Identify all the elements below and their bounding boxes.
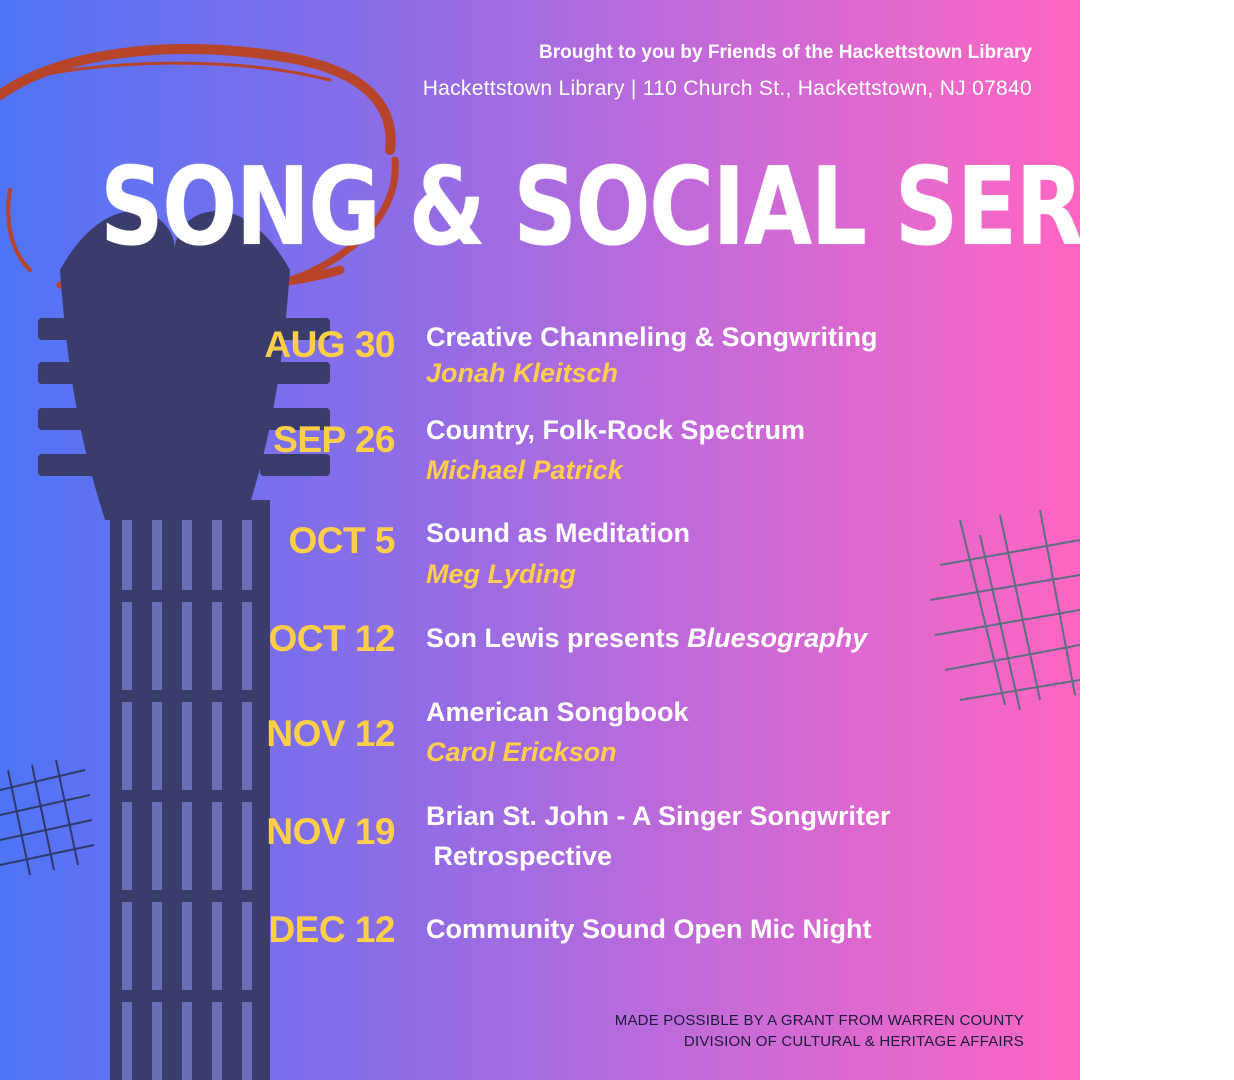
event-date: NOV 12 bbox=[266, 713, 395, 754]
event-title-line2: Retrospective bbox=[426, 841, 613, 871]
event-date: SEP 26 bbox=[273, 419, 395, 460]
event-date: AUG 30 bbox=[264, 324, 395, 365]
event-performer: Jonah Kleitsch bbox=[426, 358, 619, 388]
event-title: Country, Folk-Rock Spectrum bbox=[426, 415, 806, 445]
grid-pattern-left bbox=[0, 760, 94, 875]
event-title bbox=[426, 620, 867, 656]
grid-pattern-right bbox=[930, 510, 1080, 710]
event-date: NOV 19 bbox=[266, 811, 395, 852]
grant-credit bbox=[615, 1010, 1024, 1052]
event-performer: Michael Patrick bbox=[426, 455, 623, 485]
event-title: Brian St. John - A Singer Songwriter bbox=[426, 801, 891, 831]
event-date: OCT 5 bbox=[288, 520, 395, 561]
event-title: Sound as Meditation bbox=[426, 518, 691, 548]
sponsor-line: Brought to you by Friends of the Hackettstown Library bbox=[539, 42, 1032, 63]
series-title: SONG & SOCIAL SERIES bbox=[100, 145, 1234, 270]
event-title-italic: Bluesography bbox=[687, 623, 868, 653]
event-title-text: Son Lewis presents bbox=[426, 623, 688, 653]
event-title: Community Sound Open Mic Night bbox=[426, 914, 872, 944]
event-performer: Meg Lyding bbox=[426, 559, 576, 589]
event-performer: Carol Erickson bbox=[426, 737, 617, 767]
event-date: OCT 12 bbox=[268, 618, 395, 659]
grant-line-1: MADE POSSIBLE BY A GRANT FROM WARREN COUNTY bbox=[614, 1012, 1024, 1029]
library-address: Hackettstown Library | 110 Church St., Hackettstown, NJ 07840 bbox=[422, 77, 1032, 100]
event-title: Creative Channeling & Songwriting bbox=[426, 322, 878, 352]
grant-line-2: DIVISION OF CULTURAL & HERITAGE AFFAIRS bbox=[683, 1033, 1024, 1050]
event-title: American Songbook bbox=[426, 697, 689, 727]
event-date: DEC 12 bbox=[268, 909, 395, 950]
